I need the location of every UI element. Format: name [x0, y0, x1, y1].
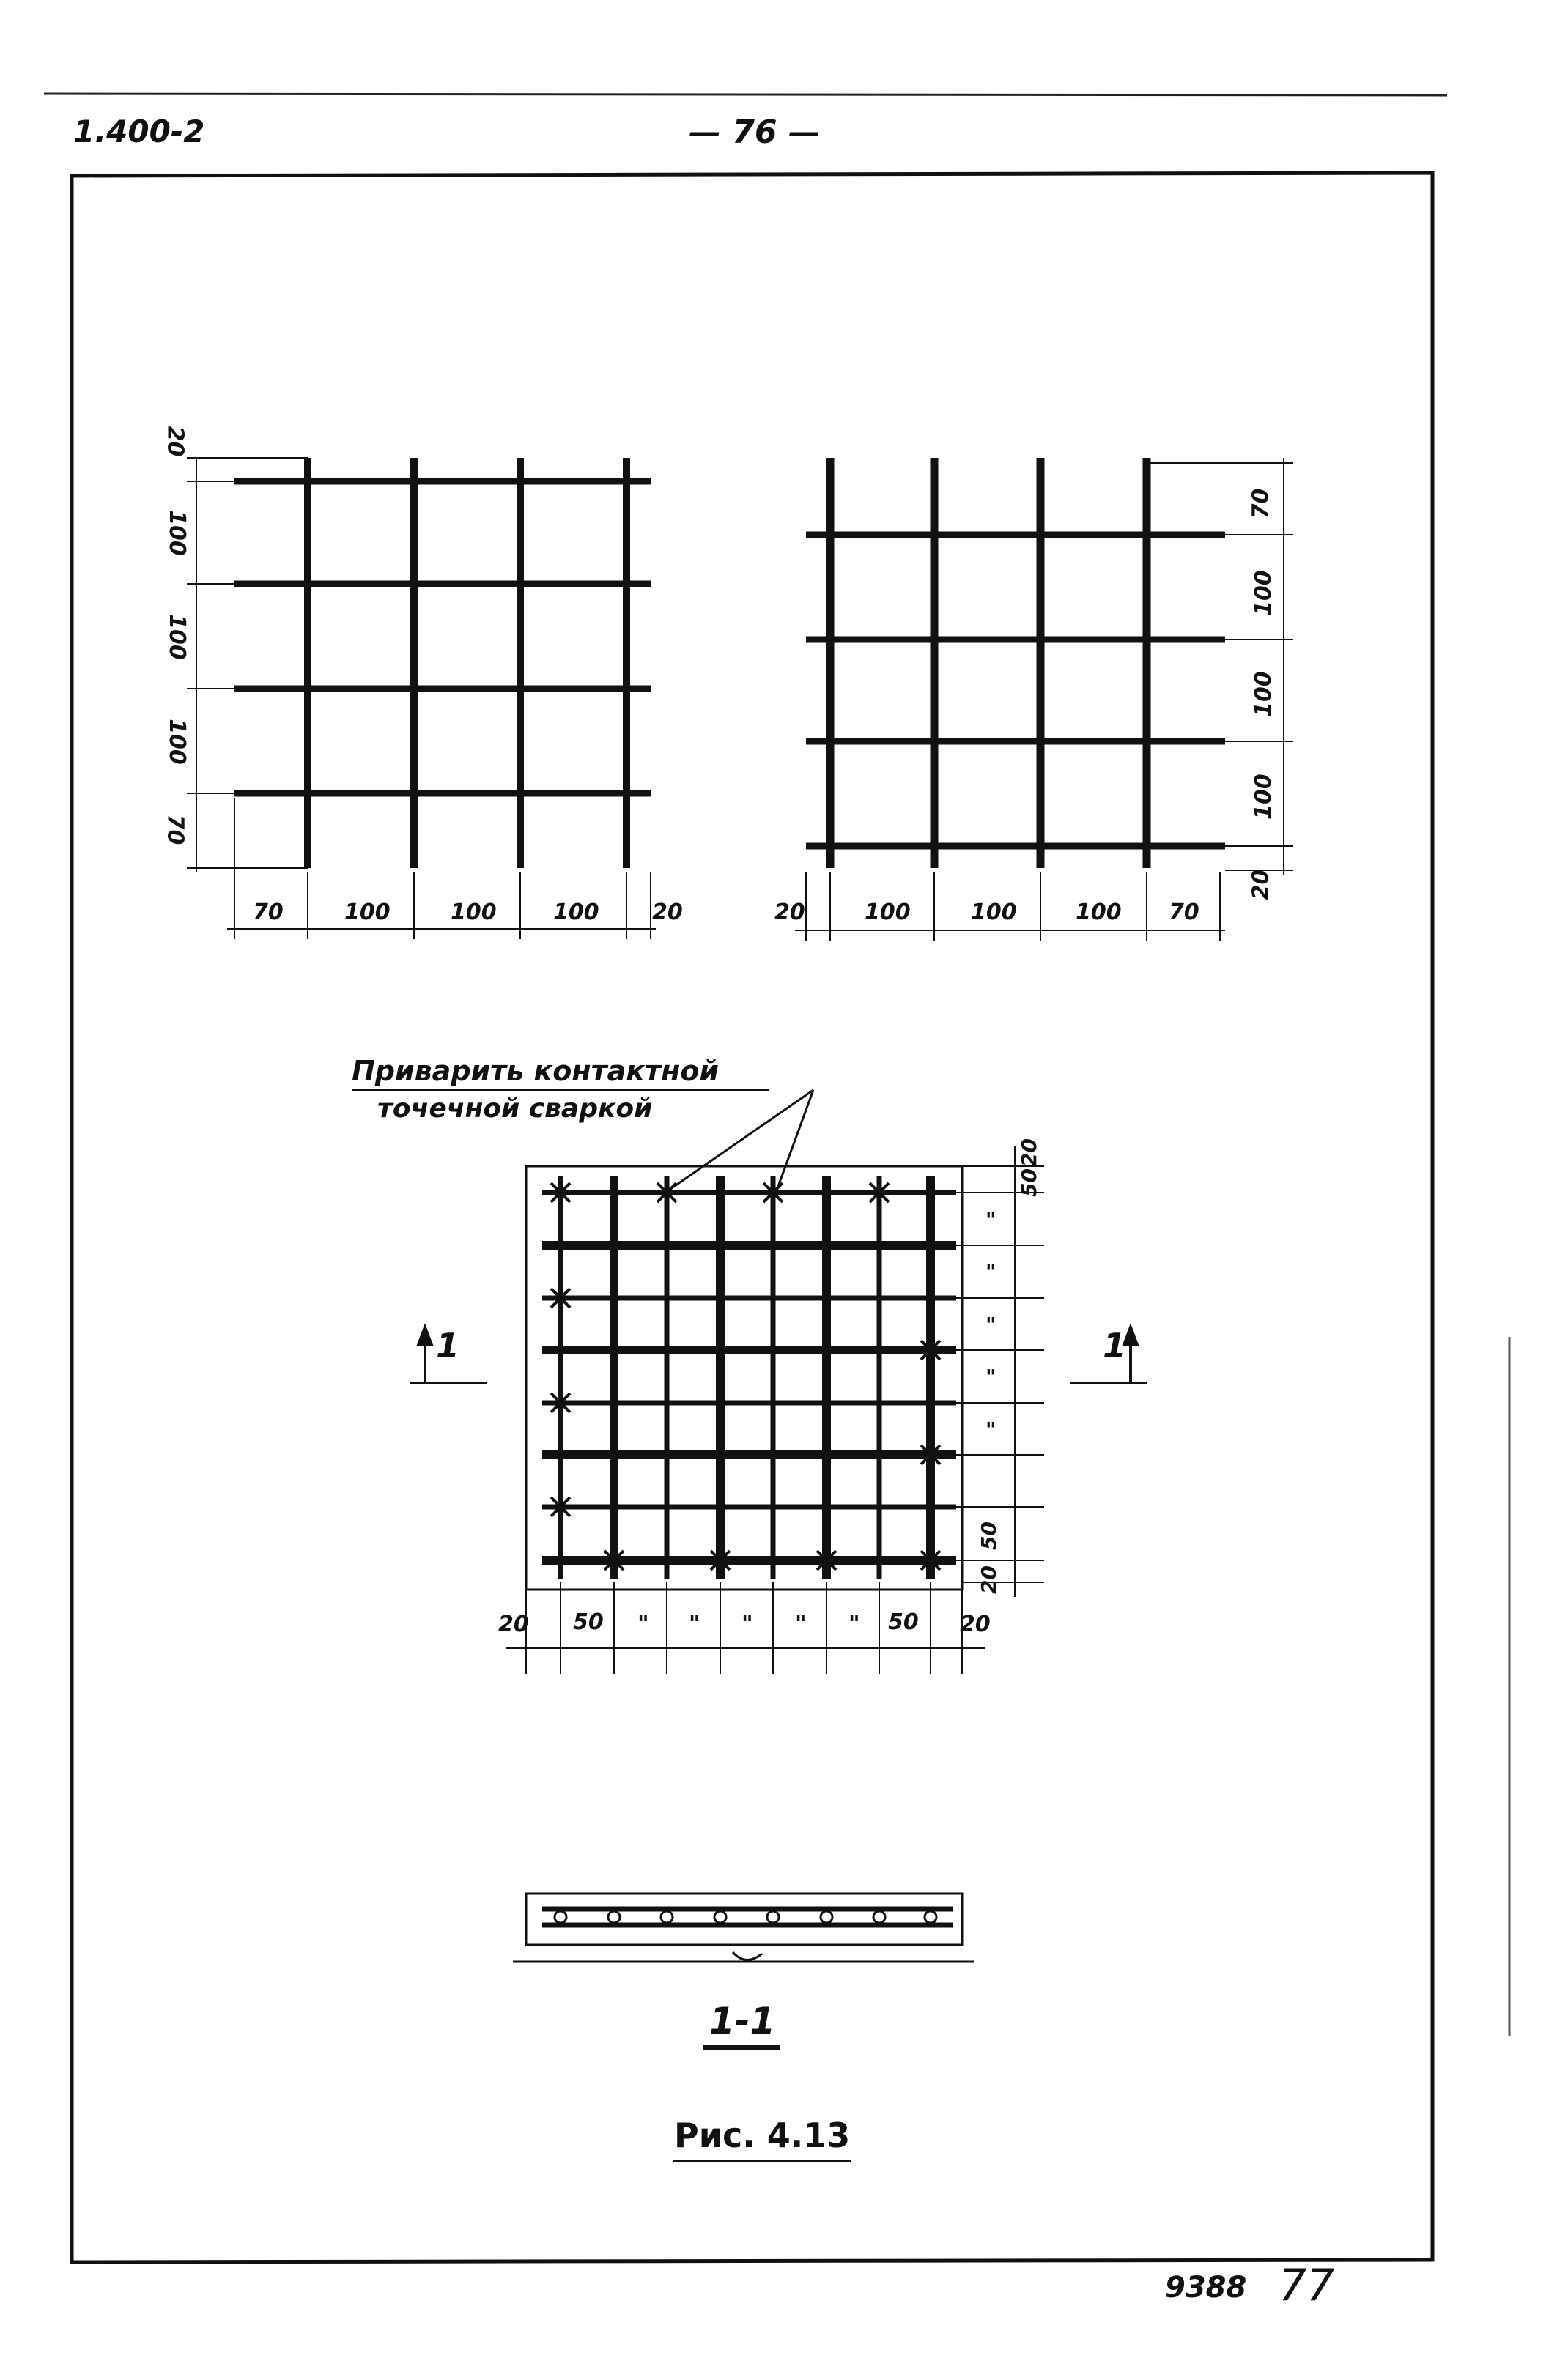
inventory-number: 9388	[1165, 2271, 1247, 2305]
dim-label: "	[985, 1313, 996, 1337]
dim-label: 50	[888, 1609, 919, 1635]
dim-label: "	[637, 1612, 649, 1637]
dim-label: "	[689, 1612, 700, 1637]
dim-label: 20	[774, 900, 805, 925]
dim-label: 50	[1016, 1168, 1041, 1197]
dim-label: 20	[498, 1612, 529, 1637]
figure-caption: Рис. 4.13	[674, 2116, 851, 2155]
dim-label: "	[985, 1365, 996, 1389]
mesh-outline	[526, 1166, 962, 1590]
dim-label: 70	[253, 900, 284, 925]
dim-label: "	[985, 1208, 996, 1232]
dim-label: 20	[1248, 869, 1274, 900]
dim-label: "	[795, 1612, 807, 1637]
dim-label: 100	[344, 900, 391, 925]
section-label: 1-1	[709, 2000, 776, 2042]
page-number: — 76 —	[689, 114, 821, 151]
dim-label: 100	[553, 900, 599, 925]
dim-label: 20	[1016, 1138, 1041, 1167]
top-rule	[44, 94, 1447, 95]
dim-label: 100	[163, 510, 190, 556]
dim-label: 100	[1250, 774, 1276, 820]
dim-label: "	[985, 1260, 996, 1284]
main-mesh	[410, 1146, 1147, 1674]
section-marker-right-label: 1	[1103, 1326, 1127, 1365]
dim-label: 20	[162, 426, 188, 457]
dim-label: 50	[573, 1609, 604, 1635]
dim-label: 100	[865, 900, 911, 925]
dim-label: 100	[163, 614, 190, 660]
dim-label: 20	[960, 1612, 991, 1637]
dim-label: 100	[1250, 671, 1276, 717]
dim-label: 100	[971, 900, 1017, 925]
dim-label: 100	[163, 719, 190, 765]
dim-label: "	[985, 1417, 996, 1442]
sheet-border	[72, 173, 1432, 2262]
dim-label: "	[741, 1612, 753, 1637]
dim-label: 70	[1248, 488, 1274, 519]
dim-label: 70	[1169, 900, 1199, 925]
dim-label: 70	[162, 814, 188, 845]
dim-label: 20	[976, 1565, 1001, 1594]
dim-label: "	[848, 1612, 860, 1637]
dim-label: 20	[652, 900, 683, 925]
weld-note-line-1: Приварить контактной	[352, 1055, 720, 1087]
dim-label: 100	[1250, 570, 1276, 616]
dim-label: 50	[976, 1521, 1001, 1550]
section-marker-left-label: 1	[436, 1326, 460, 1365]
dim-label: 100	[1076, 900, 1122, 925]
sheet-number: 77	[1279, 2260, 1335, 2311]
doc-code: 1.400-2	[73, 114, 205, 149]
top-left-grid	[187, 458, 656, 939]
top-right-grid	[795, 458, 1293, 941]
dim-label: 100	[451, 900, 497, 925]
weld-note-line-2: точечной сваркой	[377, 1094, 653, 1124]
